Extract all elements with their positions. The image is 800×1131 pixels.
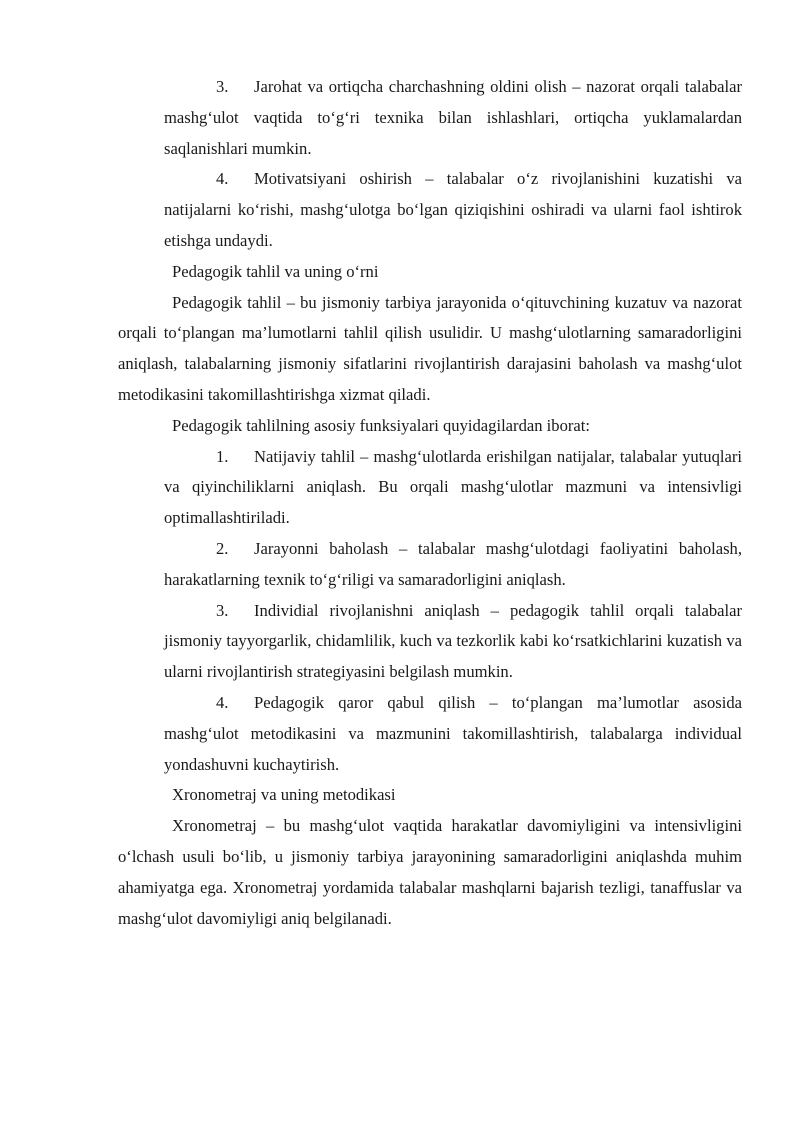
paragraph: Pedagogik tahlil – bu jismoniy tarbiya jarayonida o‘qituvchining kuzatuv va nazorat orqali to‘plangan ma’lumotlarni tahlil qilish usulidir. U mashg‘ulotlarning samaradorligini aniqlash, talabalarning jismoniy sifatlarini rivojlantirish darajasini baholash va mashg‘ulot metodikasini takomillashtirishga xizmat qiladi.: [118, 292, 742, 404]
list-item-text: Pedagogik qaror qabul qilish – to‘plangan ma’lumotlar asosida mashg‘ulot metodikasini va mazmunini takomillashtirish, talabalarga individual yondashuvni kuchaytirish.: [164, 692, 742, 774]
list-item-number: 3.: [216, 600, 229, 620]
section-heading: Pedagogik tahlil va uning o‘rni: [172, 261, 379, 281]
paragraph: Pedagogik tahlilning asosiy funksiyalari quyidagilardan iborat:: [172, 415, 590, 435]
list-item: [118, 164, 742, 256]
list-item: [118, 72, 742, 164]
list-item: [118, 442, 742, 534]
list-item-text: Jarohat va ortiqcha charchashning oldini olish – nazorat orqali talabalar mashg‘ulot vaqtida to‘g‘ri texnika bilan ishlashlari, ortiqcha yuklamalardan saqlanishlari mumkin.: [164, 77, 742, 158]
list-item-number: 2.: [216, 538, 229, 558]
list-item-text: Motivatsiyani oshirish – talabalar o‘z rivojlanishini kuzatishi va natijalarni ko‘rishi, mashg‘ulotga bo‘lgan qiziqishini oshiradi va ularni faol ishtirok etishga undaydi.: [164, 169, 742, 250]
list-item-number: 4.: [216, 692, 229, 712]
list-item-text: Individial rivojlanishni aniqlash – pedagogik tahlil orqali talabalar jismoniy tayyorgarlik, chidamlilik, kuch va tezkorlik kabi ko‘rsatkichlarini kuzatish va ularni rivojlantirish strategiyasini belgilash mumkin.: [164, 600, 742, 682]
list-item: [118, 596, 742, 688]
list-item-number: 1.: [216, 446, 229, 466]
list-item: [118, 534, 742, 596]
paragraph: Xronometraj – bu mashg‘ulot vaqtida harakatlar davomiyligini va intensivligini o‘lchash usuli bo‘lib, u jismoniy tarbiya jarayonining samaradorligini aniqlashda muhim ahamiyatga ega. Xronometraj yordamida talabalar mashqlarni bajarish tezligi, tanaffuslar va mashg‘ulot davomiyligi aniq belgilanadi.: [118, 816, 742, 928]
document-page: [118, 72, 742, 934]
list-item: [118, 688, 742, 780]
list-item-number: 4.: [216, 169, 229, 189]
list-item-text: Jarayonni baholash – talabalar mashg‘ulotdagi faoliyatini baholash, harakatlarning texnik to‘g‘riligi va samaradorligini aniqlash.: [164, 538, 742, 589]
section-heading: Xronometraj va uning metodikasi: [172, 785, 396, 805]
list-item-text: Natijaviy tahlil – mashg‘ulotlarda erishilgan natijalar, talabalar yutuqlari va qiyinchiliklarni aniqlash. Bu orqali mashg‘ulotlar mazmuni va intensivligi optimallashtiriladi.: [164, 446, 742, 528]
list-item-number: 3.: [216, 77, 229, 96]
